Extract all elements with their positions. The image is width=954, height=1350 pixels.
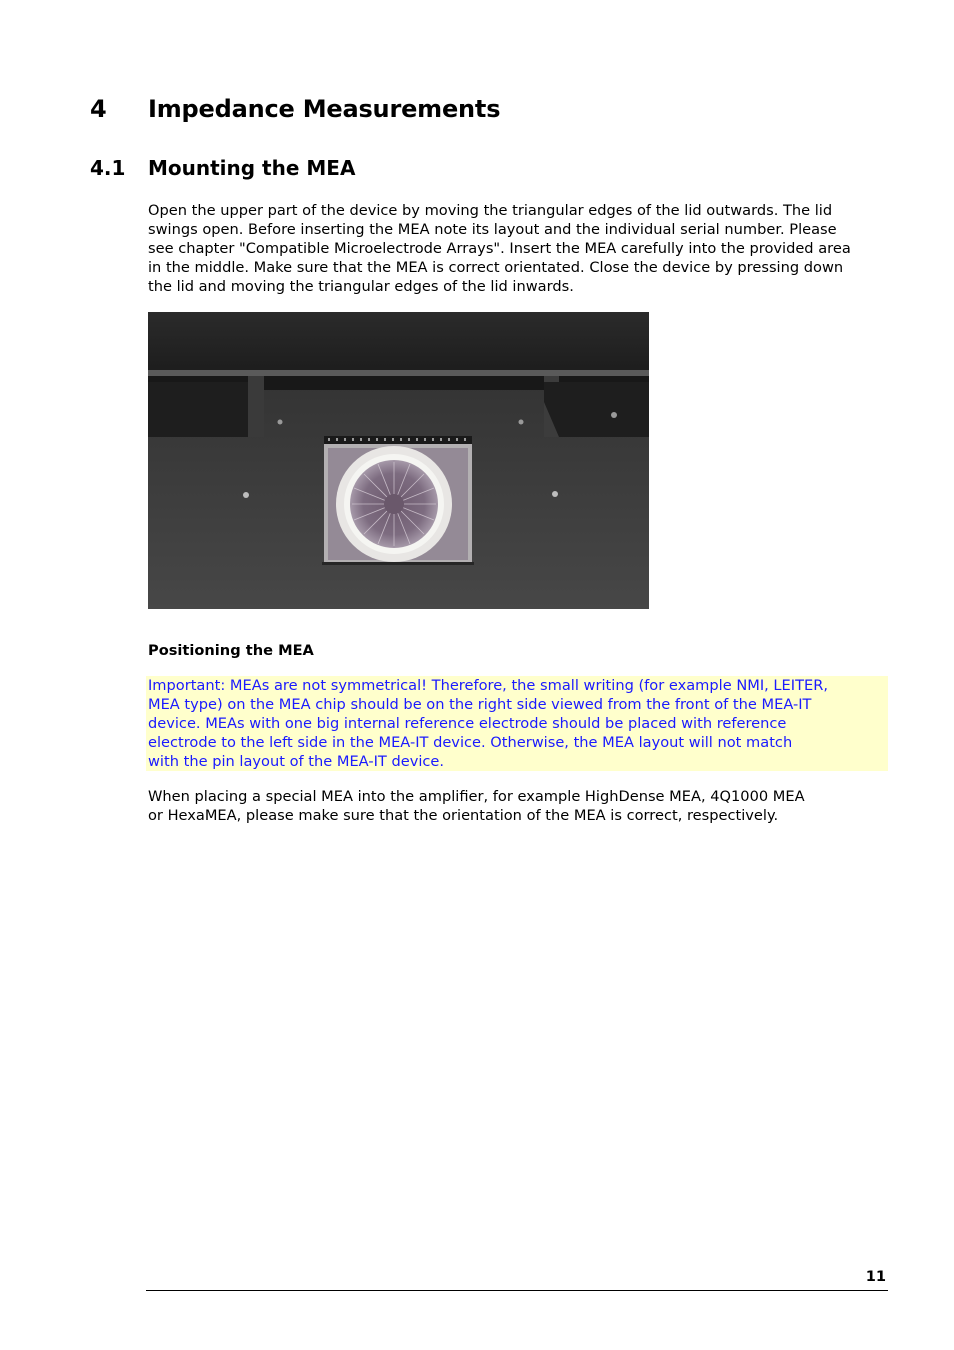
note-line: Important: MEAs are not symmetrical! Therefore, the small writing (for example NMI, LEITER,	[148, 677, 828, 694]
section-number: 4.1	[90, 156, 126, 180]
chapter-title: Impedance Measurements	[148, 95, 501, 123]
footer-rule	[146, 1290, 888, 1291]
note-line: device. MEAs with one big internal reference electrode should be placed with reference	[148, 715, 787, 732]
chapter-number: 4	[90, 95, 107, 123]
page-number: 11	[865, 1268, 886, 1285]
mea-device-photo	[148, 312, 649, 609]
note-line: MEA type) on the MEA chip should be on the right side viewed from the front of the MEA-IT	[148, 696, 812, 713]
intro-paragraph	[148, 201, 883, 296]
intro-line: the lid and moving the triangular edges of the lid inwards.	[148, 278, 574, 295]
closing-line: or HexaMEA, please make sure that the orientation of the MEA is correct, respectively.	[148, 807, 779, 824]
section-title: Mounting the MEA	[148, 156, 356, 180]
note-line: with the pin layout of the MEA-IT device.	[148, 753, 445, 770]
section-heading	[90, 156, 355, 180]
important-note-text	[148, 676, 828, 771]
intro-line: see chapter "Compatible Microelectrode Arrays". Insert the MEA carefully into the provided area	[148, 240, 851, 257]
closing-line: When placing a special MEA into the amplifier, for example HighDense MEA, 4Q1000 MEA	[148, 788, 805, 805]
intro-line: in the middle. Make sure that the MEA is correct orientated. Close the device by pressing down	[148, 259, 844, 276]
chapter-heading	[90, 95, 500, 123]
intro-line: Open the upper part of the device by moving the triangular edges of the lid outwards. The lid	[148, 202, 833, 219]
figure-caption: Positioning the MEA	[148, 642, 314, 659]
closing-paragraph	[148, 787, 883, 825]
intro-line: swings open. Before inserting the MEA note its layout and the individual serial number. Please	[148, 221, 837, 238]
note-line: electrode to the left side in the MEA-IT device. Otherwise, the MEA layout will not match	[148, 734, 793, 751]
